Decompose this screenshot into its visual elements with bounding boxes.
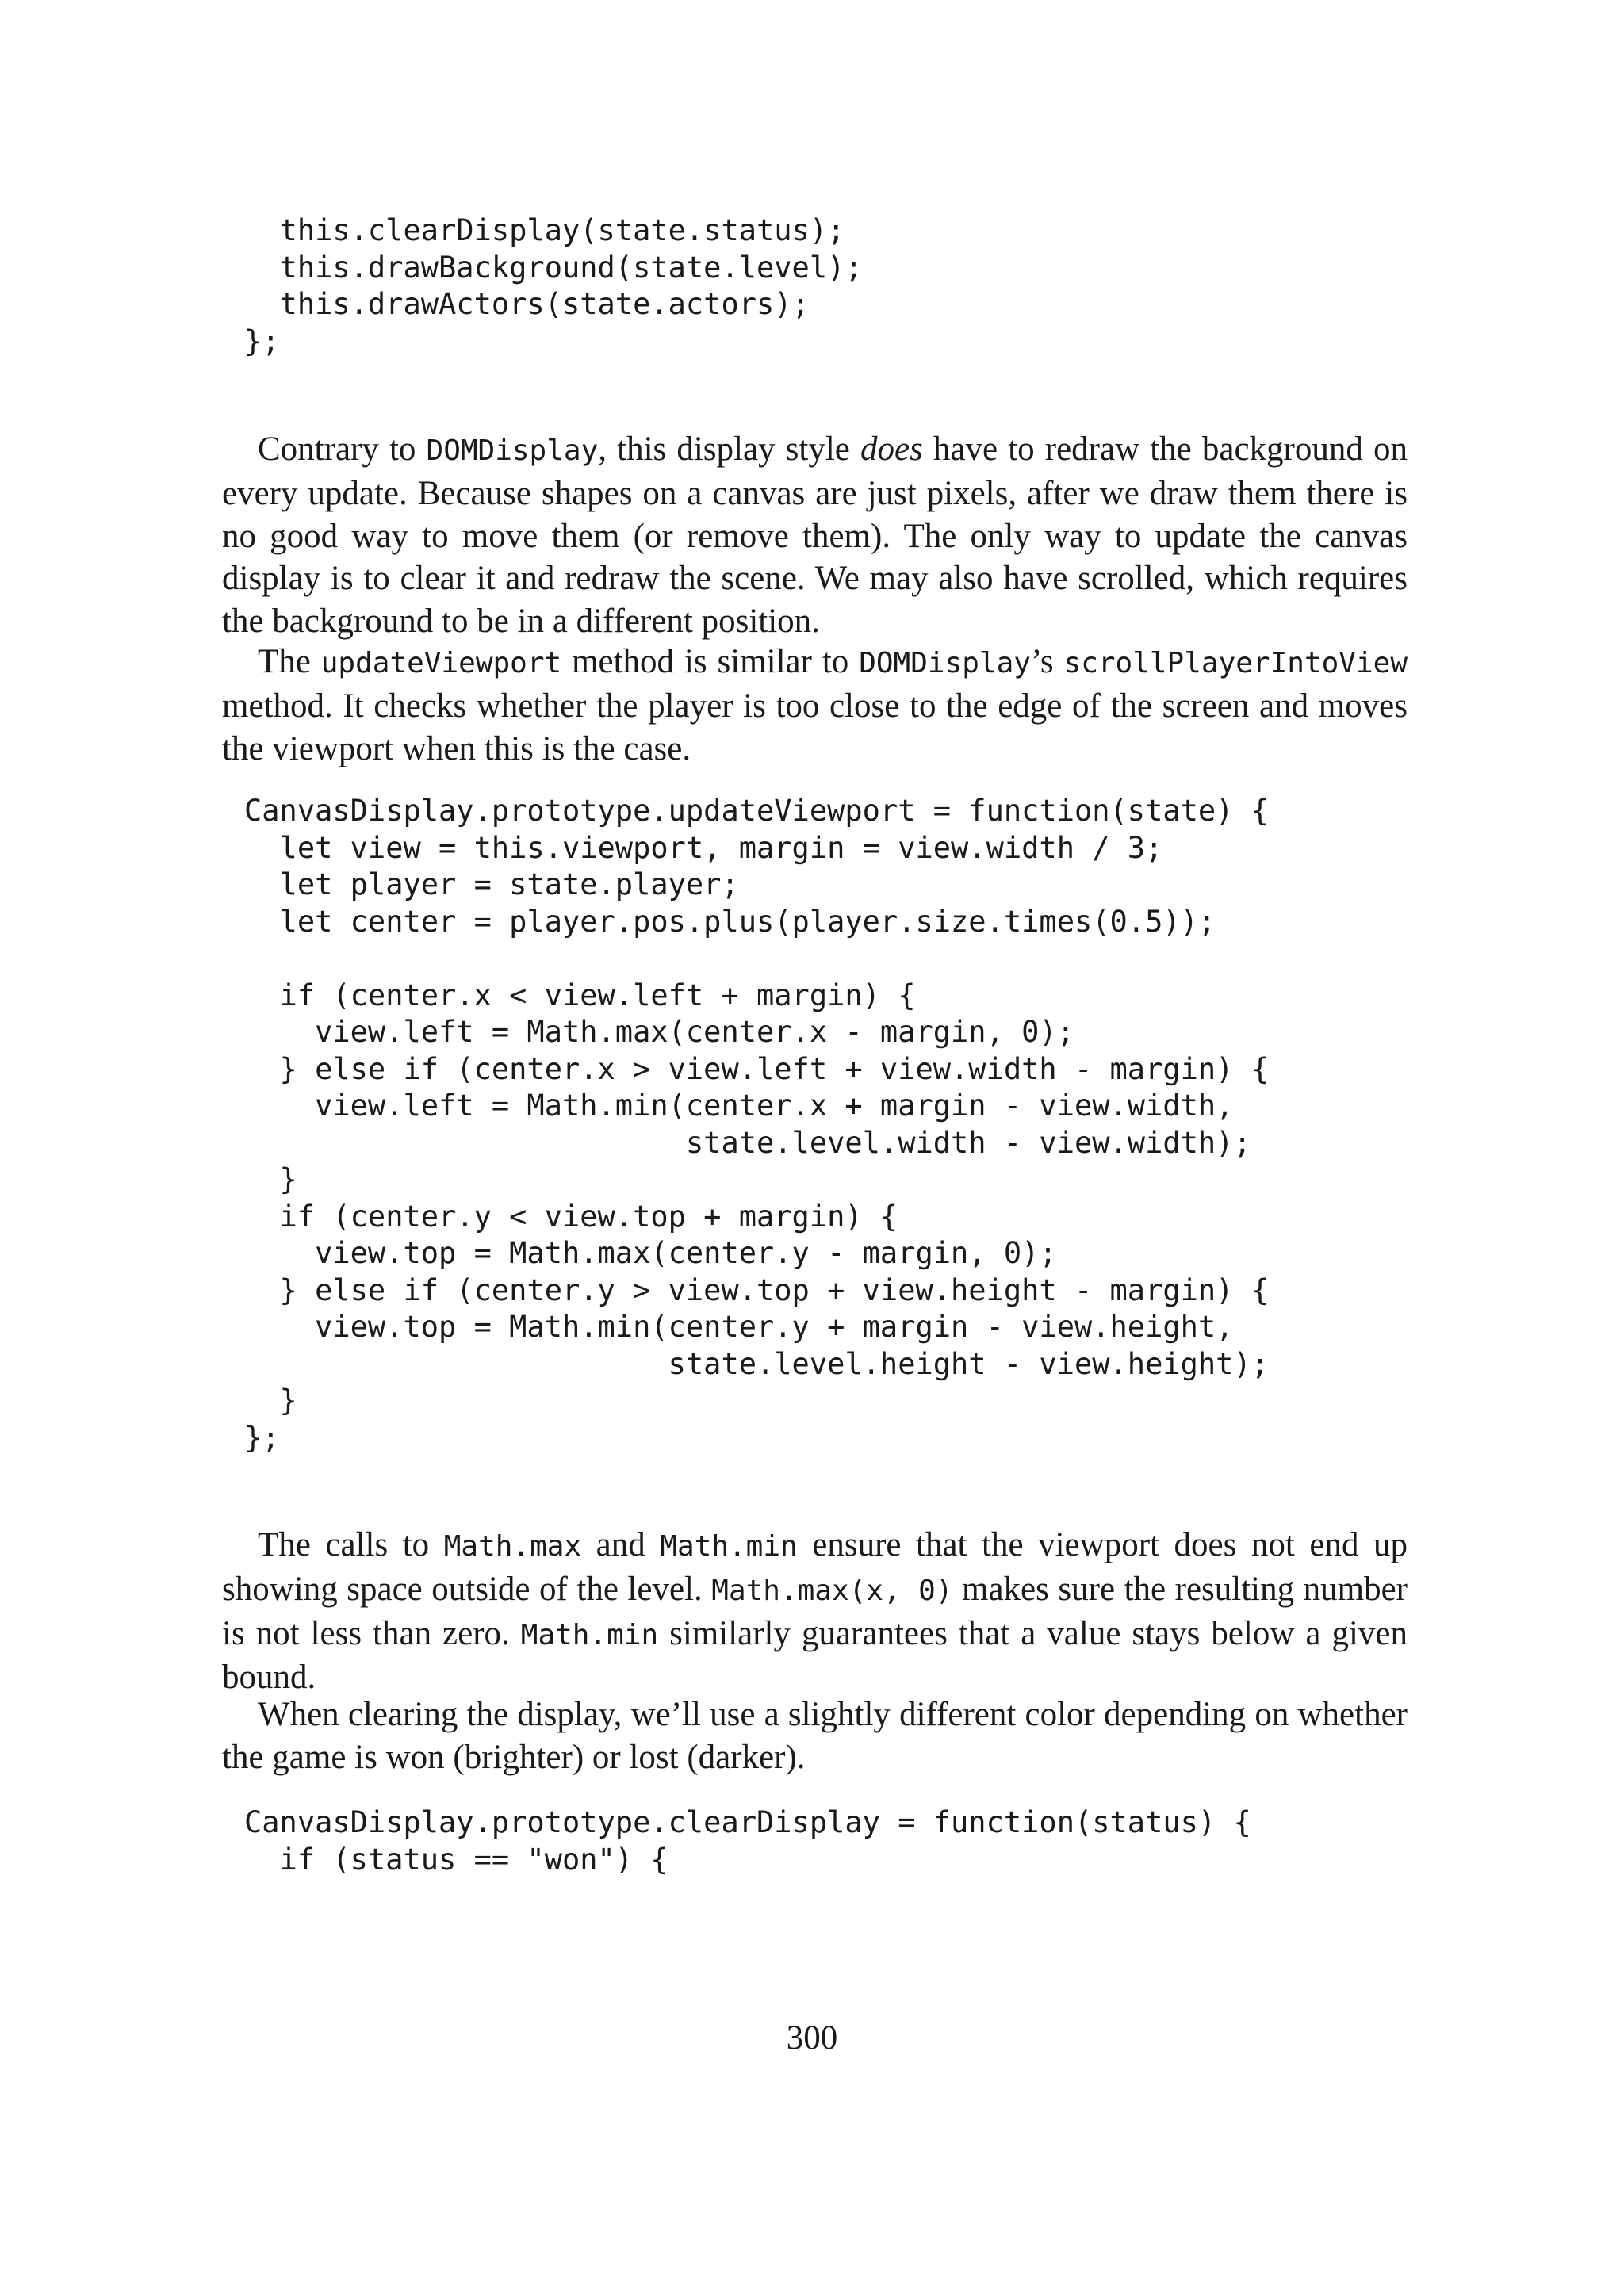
inline-code: Math.max(x, 0)	[711, 1574, 953, 1607]
text-span: makes sure the resulting number is not less than zero.	[222, 1570, 1408, 1652]
text-span: The calls to	[258, 1526, 444, 1563]
code-block-clear-display: CanvasDisplay.prototype.clearDisplay = function(status) { if (status == "won") {	[244, 1805, 1251, 1877]
text-span: The	[258, 643, 321, 680]
code-block-render-end: this.clearDisplay(state.status); this.drawBackground(state.level); this.drawActors(state.actors); };	[244, 213, 863, 358]
page-number: 300	[786, 2019, 838, 2057]
text-span: ensure that the viewport does not end up showing space outside of the level.	[222, 1526, 1408, 1608]
text-span: method is similar to	[561, 643, 860, 680]
inline-code: updateViewport	[320, 647, 562, 679]
text-span: have to redraw the background on every update. Because shapes on a canvas are just pixels, after we draw them there is no good way to move them (or remove them). The only way to update the canvas display is to clear it and redraw the scene. We may also have scrolled, which requires the background to be in a different position.	[222, 430, 1408, 641]
text-span: method. It checks whether the player is too close to the edge of the screen and moves the viewport when this is the case.	[222, 687, 1408, 767]
paragraph-math-max-min	[222, 1524, 1408, 1699]
inline-code: Math.max	[443, 1530, 582, 1563]
paragraph-clear-display	[222, 1693, 1408, 1779]
inline-code: DOMDisplay	[859, 647, 1031, 679]
paragraph-redraw-background	[222, 428, 1408, 643]
text-span: ’s	[1030, 643, 1064, 680]
emphasis: does	[860, 430, 923, 468]
text-span: Contrary to	[258, 430, 427, 468]
text-span: similarly guarantees that a value stays below a given bound.	[222, 1614, 1408, 1697]
inline-code: Math.min	[520, 1618, 659, 1651]
inline-code: DOMDisplay	[426, 434, 599, 467]
text-span: When clearing the display, we’ll use a slightly different color depending on whether the game is won (brighter) or lost (darker).	[222, 1696, 1408, 1776]
text-span: and	[581, 1526, 661, 1563]
code-block-update-viewport: CanvasDisplay.prototype.updateViewport = function(state) { let view = this.viewport, margin = view.width / 3; let player = state.player; let center = player.pos.plus(player.size.times(0.5)); if (center.x < view.left + margin) { view.left = Math.max(center.x - margin, 0); } else if (center.x > view.left + view.width - margin) { view.left = Math.min(center.x + margin - view.width, state.level.width - view.width); } if (center.y < view.top + margin) { view.top = Math.max(center.y - margin, 0); } else if (center.y > view.top + view.height - margin) { view.top = Math.min(center.y + margin - view.height, state.level.height - view.height); } };	[244, 794, 1270, 1455]
inline-code: Math.min	[660, 1530, 798, 1563]
paragraph-update-viewport	[222, 641, 1408, 770]
inline-code: scrollPlayerIntoView	[1063, 647, 1408, 679]
text-span: , this display style	[598, 430, 860, 468]
